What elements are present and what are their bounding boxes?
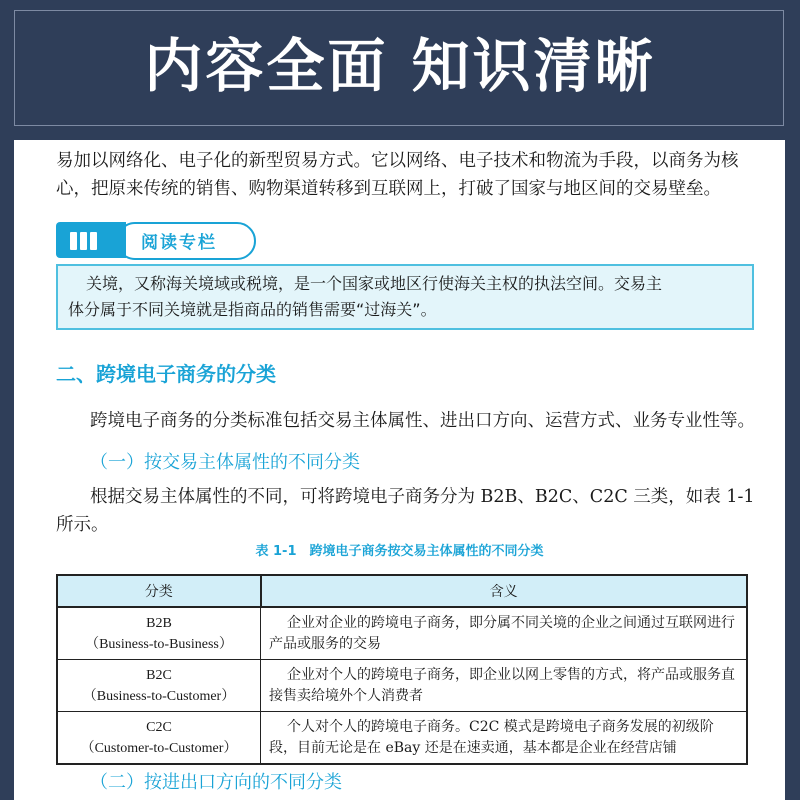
table-row (57, 712, 747, 765)
table-row (57, 607, 747, 660)
subsection-title-1: （一）按交易主体属性的不同分类 (90, 452, 360, 473)
table-cell-meaning: 企业对个人的跨境电子商务，即企业以网上零售的方式，将产品或服务直接售卖给境外个人消费者 (261, 660, 748, 712)
reading-line-1: 关境，又称海关境域或税境，是一个国家或地区行使海关主权的执法空间。交易主 (86, 274, 663, 293)
banner-title: 内容全面 知识清晰 (144, 32, 656, 100)
subsection-para-line-2: 所示。 (56, 515, 109, 535)
table-row (57, 660, 747, 712)
document-page (14, 140, 785, 800)
subsection-para-line-1: 根据交易主体属性的不同，可将跨境电子商务分为 B2B、B2C、C2C 三类，如表 1-1 (90, 487, 755, 507)
table-cell-meaning: 企业对企业的跨境电子商务，即分属不同关境的企业之间通过互联网进行产品或服务的交易 (261, 607, 748, 660)
table-cell-meaning: 个人对个人的跨境电子商务。C2C 模式是跨境电子商务发展的初级阶段，目前无论是在 eBay 还是在速卖通，基本都是企业在经营店铺 (261, 712, 748, 765)
table-cell-category: B2B （Business-to-Business） (57, 607, 261, 660)
table-caption: 表 1-1 跨境电子商务按交易主体属性的不同分类 (255, 544, 544, 559)
reading-line-2: 体分属于不同关境就是指商品的销售需要“过海关”。 (68, 300, 437, 319)
table-header-row (57, 575, 747, 607)
banner (0, 0, 800, 140)
table-header-meaning: 含义 (261, 575, 748, 607)
intro-line-1: 易加以网络化、电子化的新型贸易方式。它以网络、电子技术和物流为手段，以商务为核 (56, 151, 739, 171)
table-header-category: 分类 (57, 575, 261, 607)
reading-box (56, 264, 754, 330)
section-title: 二、跨境电子商务的分类 (56, 362, 276, 386)
reading-column-tag (56, 220, 254, 260)
section-paragraph: 跨境电子商务的分类标准包括交易主体属性、进出口方向、运营方式、业务专业性等。 (90, 411, 755, 431)
table-cell-category: C2C （Customer-to-Customer） (57, 712, 261, 765)
reading-tag-label: 阅读专栏 (141, 233, 217, 253)
intro-line-2: 心，把原来传统的销售、购物渠道转移到互联网上，打破了国家与地区间的交易壁垒。 (56, 179, 721, 199)
books-icon (70, 232, 100, 254)
classification-table (56, 574, 748, 765)
table-cell-category: B2C （Business-to-Customer） (57, 660, 261, 712)
subsection-title-2: （二）按进出口方向的不同分类 (90, 772, 342, 793)
